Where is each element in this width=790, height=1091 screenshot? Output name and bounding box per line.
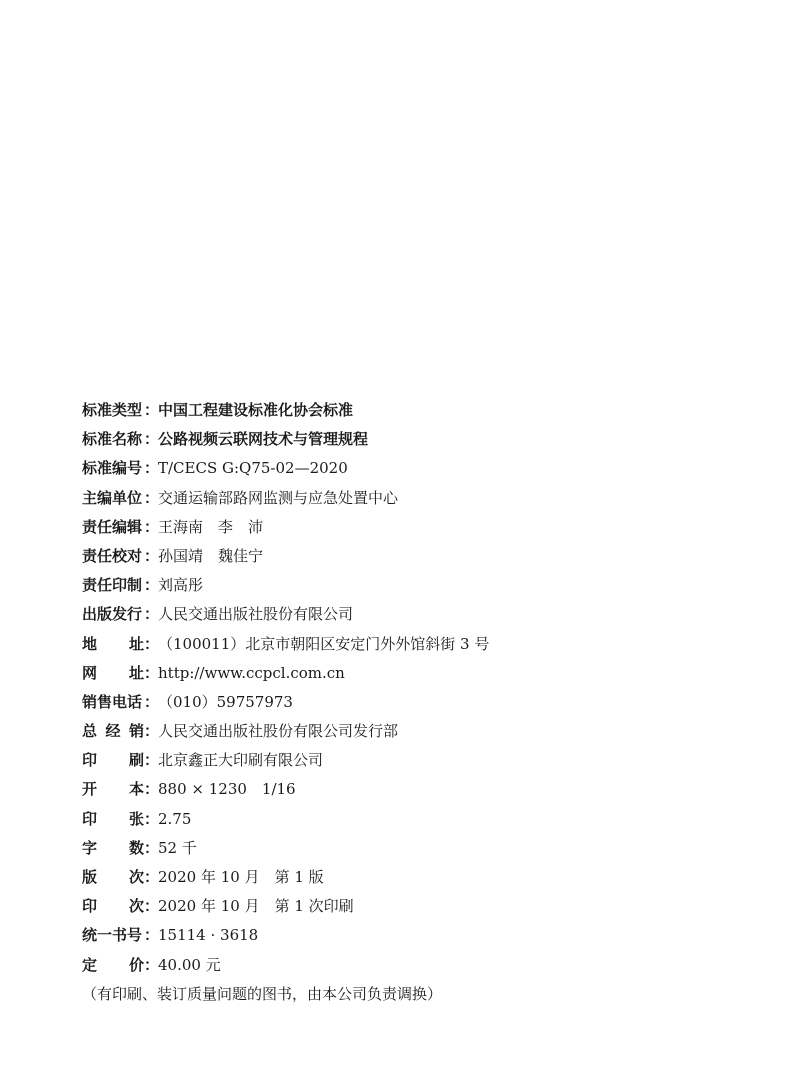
colophon-row <box>82 630 762 659</box>
field-label <box>82 951 144 980</box>
field-label <box>82 396 144 425</box>
colophon-row <box>82 717 762 746</box>
colophon-row <box>82 775 762 804</box>
field-separator: ： <box>144 401 160 419</box>
field-value: 15114 · 3618 <box>158 926 259 945</box>
field-label <box>82 892 144 921</box>
field-separator: ： <box>144 868 160 886</box>
field-label-part: 印 <box>82 897 98 916</box>
colophon-row <box>82 892 762 921</box>
field-label-part: 出版发行 <box>82 605 143 624</box>
colophon-rows <box>82 396 762 980</box>
field-label-part: 版 <box>82 868 98 886</box>
field-value: 北京鑫正大印刷有限公司 <box>158 751 324 770</box>
field-label <box>82 834 144 863</box>
field-value: 孙国靖 魏佳宁 <box>158 546 264 565</box>
colophon-row <box>82 659 762 688</box>
field-label-part: 主编单位 <box>82 488 143 507</box>
field-label <box>82 542 144 571</box>
colophon-row <box>82 571 762 600</box>
field-label-part: 责任印制 <box>82 576 143 595</box>
field-separator: ： <box>144 517 160 536</box>
field-separator: ： <box>144 634 160 653</box>
field-label-part: 销 <box>128 722 144 741</box>
field-separator: ： <box>144 809 160 828</box>
field-separator: ： <box>144 605 160 624</box>
field-value: 人民交通出版社股份有限公司发行部 <box>158 722 399 741</box>
field-separator: ： <box>144 576 160 595</box>
colophon-row <box>82 542 762 571</box>
field-value: 公路视频云联网技术与管理规程 <box>158 430 369 449</box>
field-label-part: 张 <box>128 809 144 828</box>
field-label-part: 统一书号 <box>82 926 143 945</box>
field-label <box>82 454 144 483</box>
field-label-part: 刷 <box>128 751 144 770</box>
field-label-part: 销售电话 <box>82 692 143 711</box>
colophon-row <box>82 425 762 454</box>
colophon-row <box>82 396 762 425</box>
field-label-part: 责任编辑 <box>82 517 143 536</box>
field-label-part: 价 <box>128 955 144 974</box>
field-label <box>82 571 144 600</box>
colophon-row <box>82 746 762 775</box>
colophon-row <box>82 454 762 483</box>
field-value: 王海南 李 沛 <box>158 517 264 536</box>
field-label-part: 次 <box>128 868 144 886</box>
field-separator: ： <box>144 751 160 770</box>
field-label-part: 址 <box>128 634 144 653</box>
field-value: 2020 年 10 月 第 1 版 <box>158 868 324 886</box>
field-value: （010）59757973 <box>158 692 293 711</box>
field-label-part: 总 <box>82 722 98 741</box>
field-label-part: 印 <box>82 809 98 828</box>
field-separator: ： <box>144 838 160 857</box>
field-separator: ： <box>144 722 160 741</box>
field-label <box>82 600 144 629</box>
field-separator: ： <box>144 780 160 799</box>
field-label-part: 标准名称 <box>82 430 143 449</box>
field-label <box>82 863 144 892</box>
colophon-row <box>82 484 762 513</box>
colophon-row <box>82 951 762 980</box>
field-label <box>82 921 144 950</box>
field-value: 刘高彤 <box>158 576 204 595</box>
field-label-part: 责任校对 <box>82 546 143 565</box>
field-label <box>82 746 144 775</box>
field-label <box>82 513 144 542</box>
field-value: 52 千 <box>158 838 197 857</box>
field-label-part: 次 <box>128 897 144 916</box>
field-value: 交通运输部路网监测与应急处置中心 <box>158 488 399 507</box>
field-label-part: 本 <box>128 780 144 799</box>
colophon-row <box>82 805 762 834</box>
field-separator: ： <box>144 663 160 682</box>
field-separator: ： <box>144 897 160 916</box>
colophon-block <box>82 396 762 1009</box>
field-label-part: 地 <box>82 634 98 653</box>
field-label <box>82 425 144 454</box>
field-label-part: 经 <box>105 722 121 741</box>
field-value: T/CECS G:Q75-02—2020 <box>158 459 348 478</box>
field-label <box>82 688 144 717</box>
field-label-part: 址 <box>128 663 144 682</box>
colophon-row <box>82 600 762 629</box>
field-separator: ： <box>144 546 160 565</box>
field-value: 中国工程建设标准化协会标准 <box>158 401 354 419</box>
field-label-part: 开 <box>82 780 98 799</box>
field-value: 人民交通出版社股份有限公司 <box>158 605 354 624</box>
field-value: 40.00 元 <box>158 955 221 974</box>
field-separator: ： <box>144 488 160 507</box>
field-label-part: 定 <box>82 955 98 974</box>
field-label <box>82 805 144 834</box>
field-label-part: 印 <box>82 751 98 770</box>
field-value: http://www.ccpcl.com.cn <box>158 663 345 682</box>
field-separator: ： <box>144 430 160 449</box>
field-value: 2.75 <box>158 809 192 828</box>
field-label <box>82 659 144 688</box>
colophon-row <box>82 921 762 950</box>
field-label-part: 标准类型 <box>82 401 143 419</box>
field-separator: ： <box>144 926 160 945</box>
field-label <box>82 775 144 804</box>
colophon-row <box>82 513 762 542</box>
field-label <box>82 717 144 746</box>
field-label-part: 标准编号 <box>82 459 143 478</box>
field-label <box>82 630 144 659</box>
field-label-part: 字 <box>82 838 98 857</box>
field-separator: ： <box>144 692 160 711</box>
field-value: 2020 年 10 月 第 1 次印刷 <box>158 897 354 916</box>
colophon-row <box>82 863 762 892</box>
field-label-part: 数 <box>128 838 144 857</box>
field-value: 880 × 1230 1/16 <box>158 780 296 799</box>
colophon-row <box>82 688 762 717</box>
field-separator: ： <box>144 955 160 974</box>
field-label-part: 网 <box>82 663 98 682</box>
field-separator: ： <box>144 459 160 478</box>
quality-note: （有印刷、装订质量问题的图书，由本公司负责调换） <box>82 984 443 1003</box>
field-label <box>82 484 144 513</box>
field-value: （100011）北京市朝阳区安定门外外馆斜街 3 号 <box>158 634 490 653</box>
colophon-row <box>82 834 762 863</box>
